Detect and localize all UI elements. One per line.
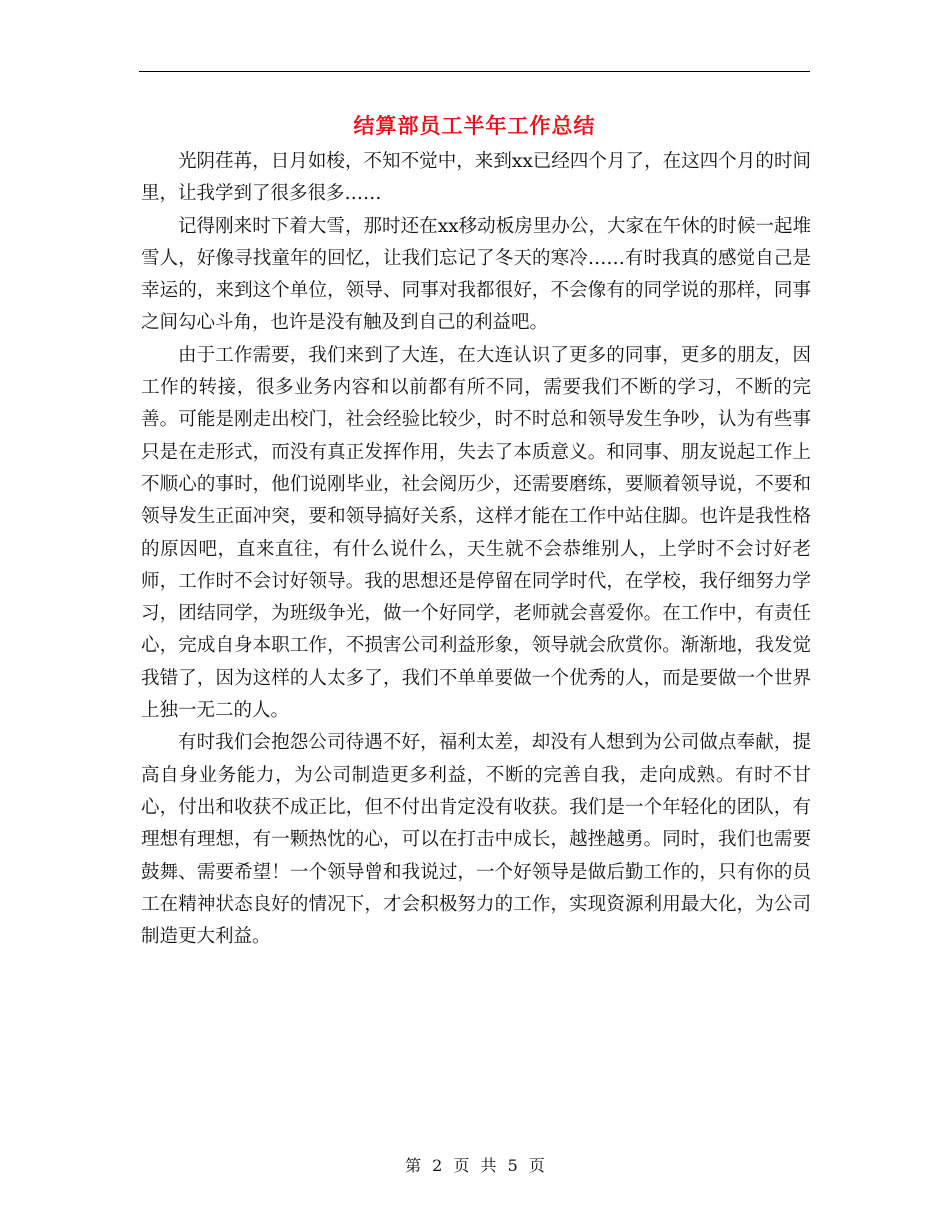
paragraph-2: 记得刚来时下着大雪，那时还在xx移动板房里办公，大家在午休的时候一起堆雪人，好像寻找童年的回忆，让我们忘记了冬天的寒冷……有时我真的感觉自己是幸运的，来到这个单位，领导、同事对我都很好，不会像有的同学说的那样，同事之间勾心斗角，也许是没有触及到自己的利益吧。 xyxy=(141,215,811,334)
page-number: 第 2 页 共 5 页 xyxy=(405,1156,545,1175)
paragraph-1: 光阴荏苒，日月如梭，不知不觉中，来到xx已经四个月了，在这四个月的时间里，让我学到了很多很多…… xyxy=(141,151,811,205)
paragraph-3: 由于工作需要，我们来到了大连，在大连认识了更多的同事，更多的朋友，因工作的转接，很多业务内容和以前都有所不同，需要我们不断的学习，不断的完善。可能是刚走出校门，社会经验比较少，时不时总和领导发生争吵，认为有些事只是在走形式，而没有真正发挥作用，失去了本质意义。和同事、朋友说起工作上不顺心的事时，他们说刚毕业，社会阅历少，还需要磨练，要顺着领导说，不要和领导发生正面冲突，要和领导搞好关系，这样才能在工作中站住脚。也许是我性格的原因吧，直来直往，有什么说什么，天生就不会恭维别人，上学时不会讨好老师，工作时不会讨好领导。我的思想还是停留在同学时代，在学校，我仔细努力学习，团结同学，为班级争光，做一个好同学，老师就会喜爱你。在工作中，有责任心，完成自身本职工作，不损害公司利益形象，领导就会欣赏你。渐渐地，我发觉我错了，因为这样的人太多了，我们不单单要做一个优秀的人，而是要做一个世界上独一无二的人。 xyxy=(141,344,811,722)
paragraph-4: 有时我们会抱怨公司待遇不好，福利太差，却没有人想到为公司做点奉献，提高自身业务能力，为公司制造更多利益，不断的完善自我，走向成熟。有时不甘心，付出和收获不成正比，但不付出肯定没有收获。我们是一个年轻化的团队，有理想有理想，有一颗热忱的心，可以在打击中成长，越挫越勇。同时，我们也需要鼓舞、需要希望！一个领导曾和我说过，一个好领导是做后勤工作的，只有你的员工在精神状态良好的情况下，才会积极努力的工作，实现资源利用最大化，为公司制造更大利益。 xyxy=(141,732,811,948)
document-body xyxy=(141,146,811,953)
header-rule xyxy=(139,71,810,72)
document-title: 结算部员工半年工作总结 xyxy=(353,113,596,138)
